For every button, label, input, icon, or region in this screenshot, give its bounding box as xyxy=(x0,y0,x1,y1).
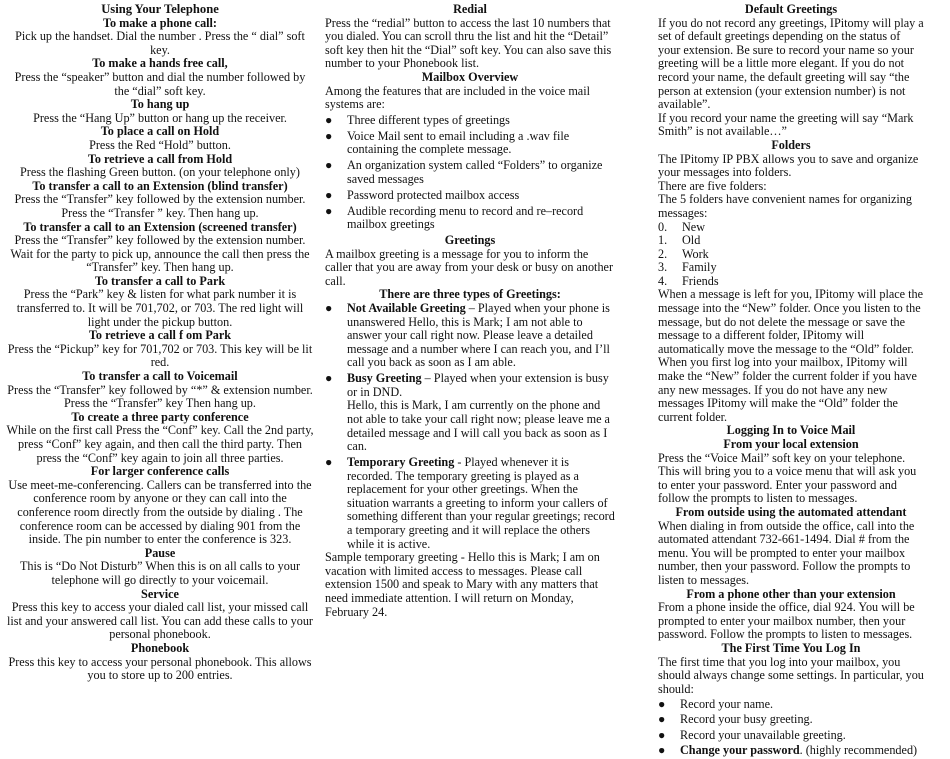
other-phone-text: From a phone inside the office, dial 924. You will be prompted to enter your mailbox number, then your password. Follow the prompts to listen to messages. xyxy=(658,600,915,642)
column-telephone xyxy=(6,3,314,683)
login-heading: Logging In to Voice Mail xyxy=(726,423,856,438)
column-greetings-folders xyxy=(658,3,924,759)
greeting-type-title: Busy Greeting xyxy=(347,371,422,386)
redial-text: Press the “redial” button to access the last 10 numbers that you dialed. You can scroll thru the list and hit the “Detail” soft key then hit the “Dial” soft key. You can also save this number to your Phonebook list. xyxy=(325,15,612,71)
section-text: This is “Do Not Disturb” When this is on all calls to your telephone will go directly to your voicemail. xyxy=(19,559,301,587)
section-text: Press the “Park” key & listen for what park number it is transferred to. It will be 701,702, or 703. The red light will light under the pickup button. xyxy=(16,287,304,329)
folders-text: When you first log into your mailbox, IPitomy will make the “New” folder the current folder if you have any new messages. If you do not have any new messages IPitomy will make the “Old” folder the current folder. xyxy=(658,355,917,424)
mailbox-heading: Mailbox Overview xyxy=(421,69,519,84)
folder-list xyxy=(658,221,924,289)
list-item: ● Busy Greeting – Played when your extension is busy or in DND. Hello, this is Mark, I am currently on the phone and not able to take your call right now; please leave me a detailed message and I will call you back as soon as I can. xyxy=(325,371,610,454)
list-item: 4. Friends xyxy=(658,273,719,288)
section-heading: To transfer a call to Voicemail xyxy=(82,369,238,384)
telephone-title: Using Your Telephone xyxy=(101,2,219,16)
default-greetings-text: If you record your name the greeting will say “Mark Smith” is not available…” xyxy=(658,110,914,139)
bullet-icon: ● xyxy=(325,455,333,470)
section-heading: To create a three party conference xyxy=(71,409,249,424)
bullet-icon: ● xyxy=(325,371,333,386)
section-heading: For larger conference calls xyxy=(90,464,230,479)
sample-greeting-text: Sample temporary greeting - Hello this is Mark; I am on vacation with limited access to messages. Please call extension 1500 and speak to Mary with any matters that need immediate attention. I will return on Monday, February 24. xyxy=(325,550,600,619)
section-heading: To retrieve a call f om Park xyxy=(88,328,232,343)
section-heading: To retrieve a call from Hold xyxy=(87,151,233,166)
list-item: ● Change your password. (highly recommended) xyxy=(658,742,918,757)
section-text: Use meet-me-conferencing. Callers can be transferred into the conference room by anyone or they can call into the conference room directly from the outside by dialing . The conference room can be accessed by dialing 901 from the inside. The pin number to enter the conference is 323. xyxy=(8,477,312,547)
greeting-type-title: Temporary Greeting xyxy=(347,455,455,470)
section-heading: Pause xyxy=(144,545,176,560)
bullet-icon: ● xyxy=(325,128,333,143)
folders-heading: Folders xyxy=(771,137,811,152)
list-item: ● An organization system called “Folders” to organize saved messages xyxy=(325,158,603,186)
section-text: Pick up the handset. Dial the number . Press the “ dial” soft key. xyxy=(15,29,305,57)
first-login-text: The first time that you log into your mailbox, you should always change some settings. In particular, you should: xyxy=(658,654,924,696)
local-extension-heading: From your local extension xyxy=(723,437,859,451)
first-login-list xyxy=(658,698,924,757)
list-item: ● Not Available Greeting – Played when your phone is unanswered Hello, this is Mark; I am not able to answer your call right now. Please leave a detailed message and a number where I can reach you, and I’ll call you back as soon as I am able. xyxy=(325,300,610,370)
list-item: ● Record your name. xyxy=(658,697,774,712)
section-text: Press the “Transfer” key followed by “*” & extension number. Press the “Transfer” key Then hang up. xyxy=(7,382,313,411)
list-item: ● Voice Mail sent to email including a .wav file containing the complete message. xyxy=(325,128,570,157)
section-heading: To transfer a call to Park xyxy=(94,273,226,288)
bullet-icon: ● xyxy=(325,203,333,218)
feature-list xyxy=(325,114,615,232)
list-item: 3. Family xyxy=(658,260,717,275)
outside-heading: From outside using the automated attendant xyxy=(675,504,907,519)
list-item: ● Temporary Greeting - Played whenever it is recorded. The temporary greeting is played as a replacement for your other greetings. When the situation warrants a greeting to inform your callers of something different than your regular greetings; record a temporary greeting and it will replace the others while it is active. xyxy=(325,455,615,551)
bullet-icon: ● xyxy=(658,727,666,742)
local-extension-text: Press the “Voice Mail” soft key on your telephone. This will bring you to a voice menu that will ask you to enter your password. Enter your password and follow the prompts to listen to messages. xyxy=(658,450,917,506)
greeting-types-list xyxy=(325,302,615,551)
folders-text: There are five folders: xyxy=(658,178,767,193)
bullet-icon: ● xyxy=(325,158,333,173)
mailbox-intro: Among the features that are included in the voice mail systems are: xyxy=(325,83,590,112)
section-heading: To make a hands free call, xyxy=(92,56,228,71)
section-heading: Phonebook xyxy=(130,640,190,655)
default-greetings-text: If you do not record any greetings, IPitomy will play a set of default greetings depending on the status of your extension. Be sure to record your name so your greeting will be a little more elegant. If you do not record your name, the default greeting will say “the person at extension (your extension number) is not available”. xyxy=(658,15,924,112)
folders-text: The 5 folders have convenient names for organizing messages: xyxy=(658,192,912,220)
bullet-icon: ● xyxy=(658,697,666,712)
section-heading: To make a phone call: xyxy=(103,15,217,30)
list-item: ● Record your unavailable greeting. xyxy=(658,727,846,742)
section-heading: To transfer a call to an Extension (blind transfer) xyxy=(32,178,288,193)
section-heading: To hang up xyxy=(130,97,190,112)
section-heading: To transfer a call to an Extension (screened transfer) xyxy=(23,219,297,234)
section-text: Press the “Pickup” key for 701,702 or 703. This key will be lit red. xyxy=(7,341,313,370)
folders-text: When a message is left for you, IPitomy will place the message into the “New” folder. Once you listen to the message, but do not delete the message or save the message to a different folder, IPitomy will automatically move the message to the “Old” folder. xyxy=(658,287,924,356)
list-item: ● Password protected mailbox access xyxy=(325,187,520,202)
section-text: While on the first call Press the “Conf” key. Call the 2nd party, press “Conf” key again, and then call the third party. Then press the “Conf” key again to join all three parties. xyxy=(6,423,314,465)
list-item: 1. Old xyxy=(658,233,701,248)
list-item: 2. Work xyxy=(658,246,709,261)
default-greetings-heading: Default Greetings xyxy=(744,2,838,16)
list-item: ● Record your busy greeting. xyxy=(658,712,813,727)
bullet-icon: ● xyxy=(325,187,333,202)
greeting-type-title: Not Available Greeting xyxy=(347,300,466,315)
section-heading: Service xyxy=(141,586,179,601)
section-heading: To place a call on Hold xyxy=(100,124,220,139)
greetings-heading: Greetings xyxy=(444,232,496,247)
section-text: Press the Red “Hold” button. xyxy=(89,137,231,152)
first-login-heading: The First Time You Log In xyxy=(721,640,861,655)
bullet-icon: ● xyxy=(658,712,666,727)
bullet-icon: ● xyxy=(325,300,333,315)
types-heading: There are three types of Greetings: xyxy=(379,287,561,302)
column-voicemail-overview xyxy=(325,3,615,619)
list-item: 0. New xyxy=(658,219,706,234)
other-phone-heading: From a phone other than your extension xyxy=(686,586,896,601)
list-item: ● Audible recording menu to record and re–record mailbox greetings xyxy=(325,203,584,232)
bullet-icon: ● xyxy=(658,742,666,757)
folders-text: The IPitomy IP PBX allows you to save and organize your messages into folders. xyxy=(658,151,919,180)
section-text: Press the flashing Green button. (on your telephone only) xyxy=(20,165,300,180)
section-text: Press the “speaker” button and dial the number followed by the “dial” soft key. xyxy=(14,69,306,98)
list-item: ● Three different types of greetings xyxy=(325,112,510,127)
section-text: Press the “Transfer” key followed by the extension number. Wait for the party to pick up, announce the call then press the “Transfer” key. Then hang up. xyxy=(10,233,310,275)
outside-text: When dialing in from outside the office, call into the automated attendant 732-661-1494. Dial # from the menu. You will be prompted to enter your mailbox number, then your password. Follow the prompts to listen to messages. xyxy=(658,518,915,587)
section-text: Press the “Transfer” key followed by the extension number. Press the “Transfer ” key. Then hang up. xyxy=(14,192,306,220)
section-text: Press the “Hang Up” button or hang up the receiver. xyxy=(33,110,287,125)
redial-heading: Redial xyxy=(453,2,487,16)
bullet-icon: ● xyxy=(325,112,333,127)
greetings-intro: A mailbox greeting is a message for you to inform the caller that you are away from your desk or busy on another call. xyxy=(325,246,614,288)
section-text: Press this key to access your personal phonebook. This allows you to store up to 200 entries. xyxy=(8,654,312,683)
section-text: Press this key to access your dialed call list, your missed call list and your answered call list. You can add these calls to your personal phonebook. xyxy=(7,600,313,642)
